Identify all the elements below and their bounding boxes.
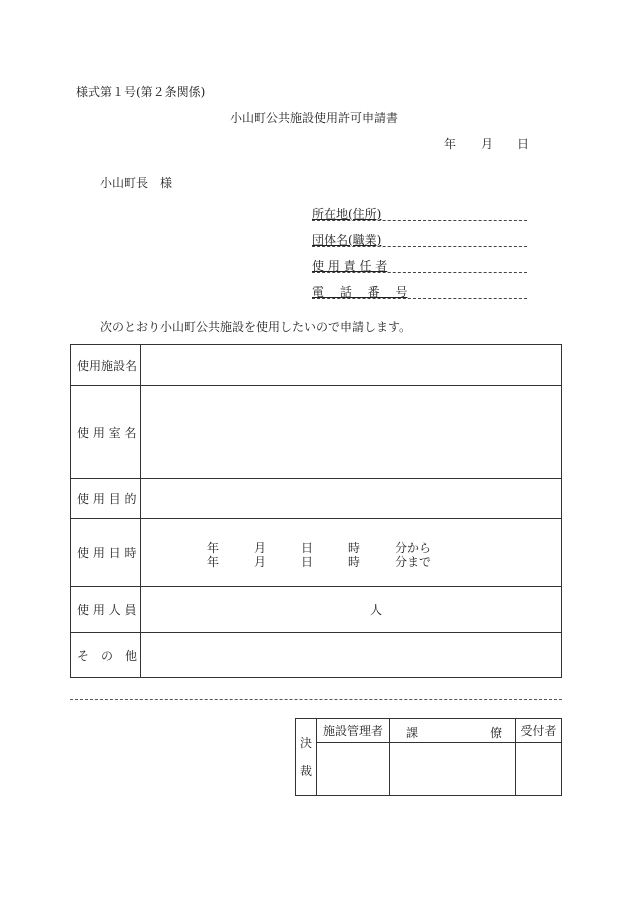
- until-hour-unit: 時: [348, 554, 361, 569]
- facility-manager-header: 施設管理者: [317, 719, 390, 743]
- table-row: [71, 587, 562, 633]
- facility-manager-stamp[interactable]: [317, 743, 390, 796]
- responsible-person-field[interactable]: [312, 257, 527, 275]
- until-minute-unit: 分まで: [395, 554, 432, 569]
- cut-line: [70, 699, 562, 700]
- table-row: [296, 743, 562, 796]
- address-field[interactable]: [312, 205, 527, 223]
- intro-text: 次のとおり小山町公共施設を使用したいので申請します。: [100, 320, 412, 334]
- other-cell[interactable]: [141, 633, 562, 678]
- phone-line: [312, 298, 527, 299]
- datetime-cell[interactable]: [141, 519, 562, 587]
- date-year[interactable]: 年: [444, 137, 457, 151]
- datetime-until-line: [141, 553, 561, 567]
- people-unit: 人: [369, 603, 382, 617]
- purpose-label: 使 用 目 的: [71, 479, 141, 519]
- table-row: [71, 633, 562, 678]
- until-year-unit: 年: [207, 554, 220, 569]
- facility-name-label: 使用施設名: [71, 345, 141, 386]
- table-row: [296, 719, 562, 743]
- until-month-unit: 月: [254, 554, 267, 569]
- receiver-stamp[interactable]: [516, 743, 562, 796]
- phone-label: 電 話 番 号: [312, 285, 408, 299]
- page-title: 小山町公共施設使用許可申請書: [230, 111, 399, 125]
- room-name-label: 使 用 室 名: [71, 386, 141, 479]
- purpose-cell[interactable]: [141, 479, 562, 519]
- from-month-unit: 月: [254, 540, 267, 555]
- from-day-unit: 日: [301, 540, 314, 555]
- other-label: そ の 他: [71, 633, 141, 678]
- organization-field[interactable]: [312, 231, 527, 249]
- section-stamp[interactable]: [390, 743, 516, 796]
- form-number: 様式第１号(第２条関係): [76, 85, 206, 99]
- address-label: 所在地(住所): [312, 207, 382, 221]
- organization-label: 団体名(職業): [312, 233, 382, 247]
- date-month[interactable]: 月: [481, 137, 494, 151]
- table-row: [71, 386, 562, 479]
- people-label: 使 用 人 員: [71, 587, 141, 633]
- responsible-person-line: [312, 272, 527, 273]
- responsible-person-label: 使 用 責 任 者: [312, 259, 388, 273]
- datetime-from-line: [141, 539, 561, 553]
- facility-name-cell[interactable]: [141, 345, 562, 386]
- organization-line: [312, 246, 527, 247]
- approval-table: [295, 718, 562, 796]
- receiver-header: 受付者: [516, 719, 562, 743]
- datetime-label: 使 用 日 時: [71, 519, 141, 587]
- people-cell[interactable]: [141, 587, 562, 633]
- phone-field[interactable]: [312, 283, 527, 301]
- address-line: [312, 220, 527, 221]
- application-table: [70, 344, 562, 678]
- table-row: [71, 479, 562, 519]
- from-hour-unit: 時: [348, 540, 361, 555]
- from-year-unit: 年: [207, 540, 220, 555]
- until-day-unit: 日: [301, 554, 314, 569]
- table-row: [71, 345, 562, 386]
- section-header: 課 僚: [390, 719, 516, 743]
- decision-label: 決 裁: [296, 719, 317, 796]
- addressee: 小山町長 様: [100, 176, 173, 190]
- table-row: [71, 519, 562, 587]
- date-day[interactable]: 日: [517, 137, 530, 151]
- room-name-cell[interactable]: [141, 386, 562, 479]
- from-minute-unit: 分から: [395, 540, 432, 555]
